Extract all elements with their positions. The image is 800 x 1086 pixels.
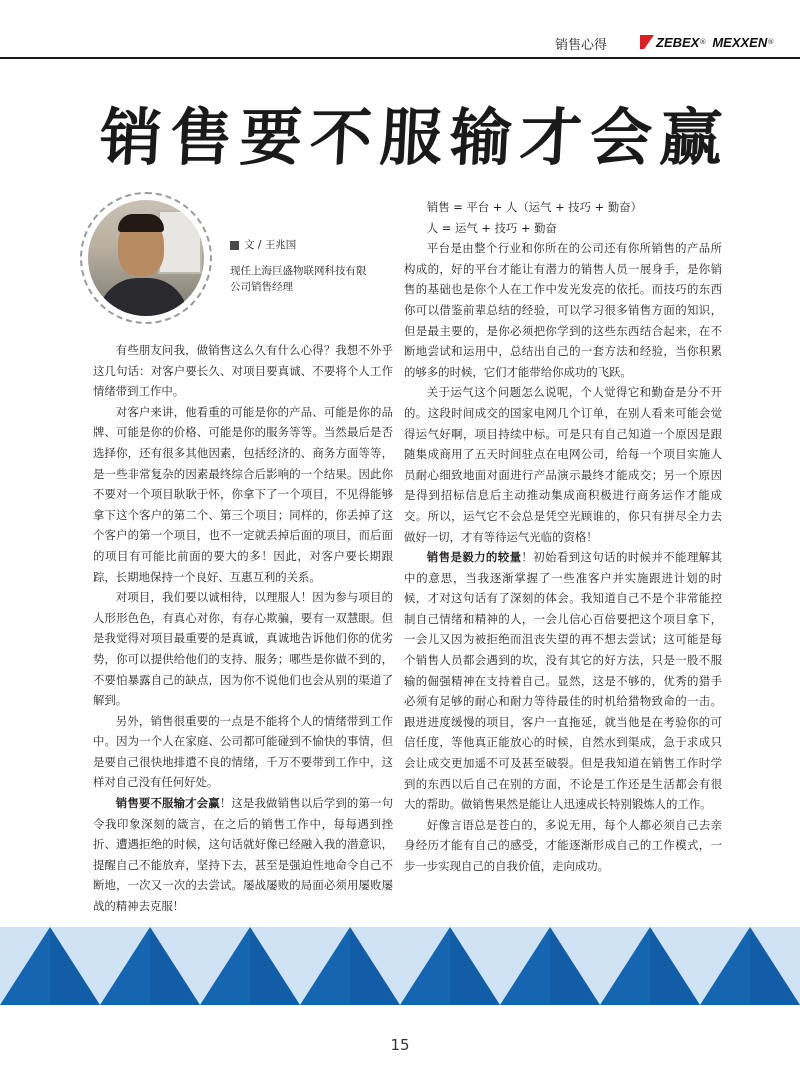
- paragraph: 对客户来讲，他看重的可能是你的产品、可能是你的品牌、可能是你的价格、可能是你的服务等等。当然最后是否选择你，还有很多其他因素，包括经济的、商务方面等等，是一些非常复杂的因素最终综合后影响的一个结果。因此你不要对一个项目耿耿于怀，你拿下了一个项目，不见得能够拿下这个客户的第二个、第三个项目；同样的，你丢掉了这个客户的第一个项目，也不一定就丢掉后面的项目，而后面的项目有可能比前面的要大的多！因此，对客户要长期跟踪，长期地保持一个良好、互惠互利的关系。: [93, 404, 393, 584]
- paragraph: 销售要不服输才会赢！这是我做销售以后学到的第一句令我印象深刻的箴言，在之后的销售工作中，每每遇到挫折、遭遇拒绝的时候，这句话就好像已经融入我的潜意识，提醒自己不能放弃，坚持下去，甚至是强迫性地命令自己不断地，一次又一次的去尝试。屡战屡败的局面必须用屡败屡战的精神去克服！: [93, 796, 393, 914]
- paragraph: 好像言语总是苍白的，多说无用，每个人都必须自己去亲身经历才能有自己的感受，才能逐渐形成自己的工作模式，一步一步实现自己的自我价值，走向成功。: [404, 817, 722, 873]
- brand-reg-2: ®: [767, 38, 775, 46]
- brand-logo: [640, 32, 774, 52]
- paragraph: 对项目，我们要以诚相待，以理服人！因为参与项目的人形形色色，有真心对你，有存心欺骗，要有一双慧眼。但是我觉得对项目最重要的是真诚，真诚地告诉他们你的优劣势，你可以提供给他们的支持、服务；哪些是你做不到的，不要怕暴露自己的缺点，因为你不说他们也会从别的渠道了解到。: [93, 590, 393, 708]
- header-rule: [0, 57, 800, 59]
- right-column: [404, 197, 722, 877]
- author-info: [230, 237, 420, 295]
- author-byline: [230, 237, 420, 253]
- author-name: 文 / 王兆国: [244, 239, 297, 251]
- decorative-triangle-band: [0, 927, 800, 1005]
- paragraph: 平台是由整个行业和你所在的公司还有你所销售的产品所构成的，好的平台才能让有潜力的销售人员一展身手，是你销售的基础也是你个人在工作中发光发亮的依托。而技巧的东西你可以借鉴前辈总结的经验，可以学习很多销售方面的知识，但是最主要的，是你必须把你学到的这些东西结合起来，在不断地尝试和运用中，总结出自己的一套方法和经验，当你积累的够多的时候，它们才能带给你成功的飞跃。: [404, 241, 722, 379]
- author-bio-line-1: 现任上海巨盛物联网科技有限: [230, 265, 367, 277]
- article-headline: 销售要不服输才会赢: [98, 101, 732, 174]
- paragraph: 另外，销售很重要的一点是不能将个人的情绪带到工作中。因为一个人在家庭、公司都可能碰到不愉快的事情，但是要自己很快地排遣不良的情绪，千万不要带到工作中，这样对自己没有任何好处。: [93, 713, 393, 790]
- bold-lead: 销售要不服输才会赢: [115, 796, 220, 811]
- paragraph: 有些朋友问我，做销售这么久有什么心得？我想不外乎这几句话：对客户要长久、对项目要真诚、不要将个人工作情绪带到工作中。: [93, 343, 393, 399]
- left-column: [93, 340, 393, 917]
- formula-line: 人 = 运气 + 技巧 + 勤奋: [426, 220, 557, 235]
- page-header: [0, 0, 800, 60]
- square-bullet-icon: [230, 241, 239, 250]
- brand-mark-icon: [640, 35, 654, 49]
- section-label: 销售心得: [555, 38, 608, 53]
- page-number: 15: [390, 1036, 410, 1054]
- brand-mexxen: MEXXEN: [712, 34, 768, 50]
- author-photo-frame: [80, 192, 212, 324]
- formula-line: 销售 = 平台 + 人（运气 + 技巧 + 勤奋）: [426, 200, 643, 214]
- author-bio-line-2: 公司销售经理: [230, 281, 293, 293]
- author-photo: [88, 200, 204, 316]
- brand-zebex: ZEBEX: [656, 34, 700, 50]
- bold-lead: 销售是毅力的较量: [426, 550, 522, 565]
- paragraph: 销售是毅力的较量！初始看到这句话的时候并不能理解其中的意思，当我逐渐掌握了一些准客户并实施跟进计划的时候，才对这句话有了深刻的体会。我知道自己不是个非常能控制自己情绪和精神的人，一会儿信心百倍要把这个项目拿下，一会儿又因为被拒绝而沮丧失望的再不想去尝试；这可能是每个销售人员都会遇到的坎，没有其它的好方法，只是一股不服输的倔强精神在支持着自己。显然，这是不够的，优秀的猎手必须有足够的耐心和耐力等待最佳的时机给猎物致命的一击。跟进进度缓慢的项目，客户一直拖延，就当他是在考验你的可信任度，等他真正能放心的时候，自然水到渠成，急于求成只会让成交更加遥不可及甚至破裂。但是我知道在销售工作时学到的东西以后自己在别的方面，不论是工作还是生活都会有很大的帮助。做销售果然是能让人迅速成长特别锻炼人的工作。: [404, 550, 722, 812]
- brand-reg-1: ®: [699, 38, 707, 46]
- paragraph: 关于运气这个问题怎么说呢，个人觉得它和勤奋是分不开的。这段时间成交的国家电网几个订单，在别人看来可能会觉得运气好啊，项目持续中标。可是只有自己知道一个原因是跟随集成商用了五天时间驻点在电网公司，给每一个项目实施人员耐心细致地面对面进行产品演示最终才能成交；另一个原因是得到招标信息后主动推动集成商积极进行商务运作才能成交。所以，运气它不会总是凭空光顾谁的，你只有拼尽全力去做好一切，才有等待运气光临的资格！: [404, 385, 722, 544]
